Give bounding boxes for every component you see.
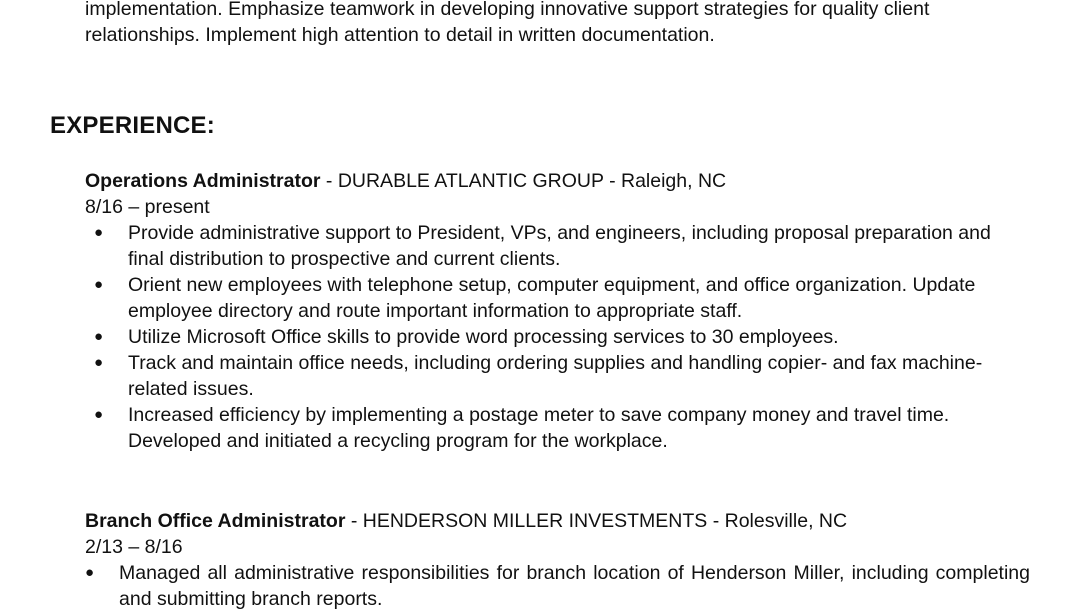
bullet-dot-icon: ● bbox=[85, 564, 95, 581]
bullet-dot-icon: ● bbox=[94, 224, 104, 241]
bullet-dot-icon: ● bbox=[94, 328, 104, 345]
job-company-location: - HENDERSON MILLER INVESTMENTS - Rolesville, NC bbox=[345, 510, 848, 532]
summary-line-2: relationships. Implement high attention to detail in written documentation. bbox=[85, 24, 715, 46]
job-bullet bbox=[85, 324, 1030, 350]
job-bullet-text: Track and maintain office needs, including ordering supplies and handling copier- and fax machine-related issues. bbox=[128, 352, 983, 400]
job-company-location: - DURABLE ATLANTIC GROUP - Raleigh, NC bbox=[320, 170, 727, 192]
experience-heading: EXPERIENCE: bbox=[50, 112, 215, 139]
job-bullet bbox=[85, 272, 1030, 324]
job-bullet bbox=[85, 350, 1030, 402]
job-title: Branch Office Administrator bbox=[85, 510, 346, 532]
job-title-line bbox=[85, 508, 1030, 534]
job-bullet bbox=[85, 560, 1030, 612]
job-bullet-list bbox=[85, 220, 1030, 454]
job-bullet-list bbox=[85, 560, 1030, 612]
job-bullet-text: Managed all administrative responsibilities for branch location of Henderson Miller, including completing and submitting branch reports. bbox=[119, 562, 1030, 610]
job-dates: 2/13 – 8/16 bbox=[85, 536, 183, 558]
job-title: Operations Administrator bbox=[85, 170, 321, 192]
job-bullet-text: Increased efficiency by implementing a postage meter to save company money and travel time. Developed and initiated a recycling program for the workplace. bbox=[128, 404, 950, 452]
job-bullet-text: Utilize Microsoft Office skills to provide word processing services to 30 employees. bbox=[128, 326, 839, 348]
job-bullet bbox=[85, 402, 1030, 454]
summary-line-1: implementation. Emphasize teamwork in developing innovative support strategies for quality client bbox=[85, 0, 930, 20]
job-entry-branch-office-administrator bbox=[85, 508, 1030, 612]
bullet-dot-icon: ● bbox=[94, 406, 104, 423]
job-bullet bbox=[85, 220, 1030, 272]
job-title-line bbox=[85, 168, 1030, 194]
bullet-dot-icon: ● bbox=[94, 354, 104, 371]
job-bullet-text: Provide administrative support to President, VPs, and engineers, including proposal preparation and final distribution to prospective and current clients. bbox=[128, 222, 991, 270]
summary-paragraph bbox=[85, 0, 1030, 48]
job-entry-operations-administrator bbox=[85, 168, 1030, 454]
job-dates: 8/16 – present bbox=[85, 196, 210, 218]
job-bullet-text: Orient new employees with telephone setup, computer equipment, and office organization. Update employee directory and route important information to appropriate staff. bbox=[128, 274, 976, 322]
bullet-dot-icon: ● bbox=[94, 276, 104, 293]
